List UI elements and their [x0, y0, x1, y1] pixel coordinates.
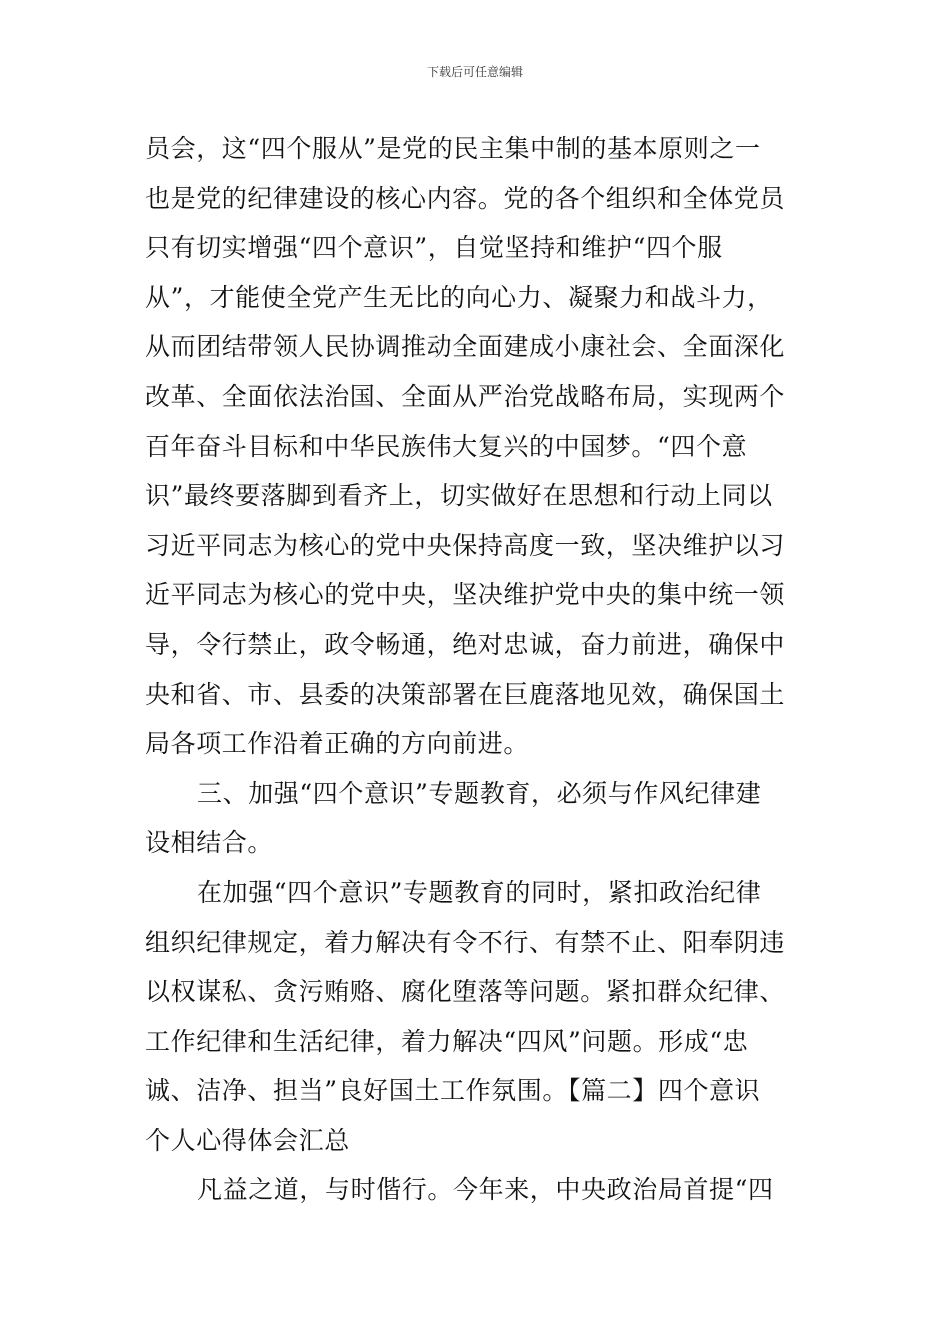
text-line: 局各项工作沿着正确的方向前进。: [145, 729, 530, 759]
text-line: 工作纪律和生活纪律，着力解决“四风”问题。形成“忠: [145, 1026, 749, 1056]
text-line: 央和省、市、县委的决策部署在巨鹿落地见效，确保国土: [145, 679, 786, 709]
text-line: 导，令行禁止，政令畅通，绝对忠诚，奋力前进，确保中: [145, 629, 786, 659]
text-line: 以权谋私、贪污贿赂、腐化堕落等问题。紧扣群众纪律、: [145, 977, 786, 1007]
text-line: 只有切实增强“四个意识”，自觉坚持和维护“四个服: [145, 233, 723, 263]
document-body: [145, 124, 807, 1215]
text-line: 诚、洁净、担当”良好国土工作氛围。【篇二】四个意识: [145, 1076, 761, 1106]
text-line: 习近平同志为核心的党中央保持高度一致，坚决维护以习: [145, 530, 786, 560]
page-header: 下载后可任意编辑: [426, 65, 523, 79]
section-heading-cont: 设相结合。: [145, 828, 274, 858]
text-line: 个人心得体会汇总: [145, 1125, 350, 1155]
paragraph-start: 在加强“四个意识”专题教育的同时，紧扣政治纪律: [197, 877, 762, 907]
text-line: 识”最终要落脚到看齐上，切实做好在思想和行动上同以: [145, 481, 773, 511]
text-line: 从而团结带领人民协调推动全面建成小康社会、全面深化: [145, 332, 786, 362]
text-line: 员会，这“四个服从”是党的民主集中制的基本原则之一: [145, 134, 761, 163]
text-line: 也是党的纪律建设的核心内容。党的各个组织和全体党员: [145, 183, 786, 213]
section-heading: 三、加强“四个意识”专题教育，必须与作风纪律建: [197, 778, 762, 808]
text-line: 百年奋斗目标和中华民族伟大复兴的中国梦。“四个意: [145, 431, 748, 461]
paragraph-start: 凡益之道，与时偕行。今年来，中央政治局首提“四: [197, 1175, 774, 1205]
text-line: 从”，才能使全党产生无比的向心力、凝聚力和战斗力，: [145, 282, 773, 312]
text-line: 组织纪律规定，着力解决有令不行、有禁不止、阳奉阴违: [145, 927, 786, 957]
text-line: 近平同志为核心的党中央，坚决维护党中央的集中统一领: [145, 580, 786, 610]
text-line: 改革、全面依法治国、全面从严治党战略布局，实现两个: [145, 381, 786, 411]
